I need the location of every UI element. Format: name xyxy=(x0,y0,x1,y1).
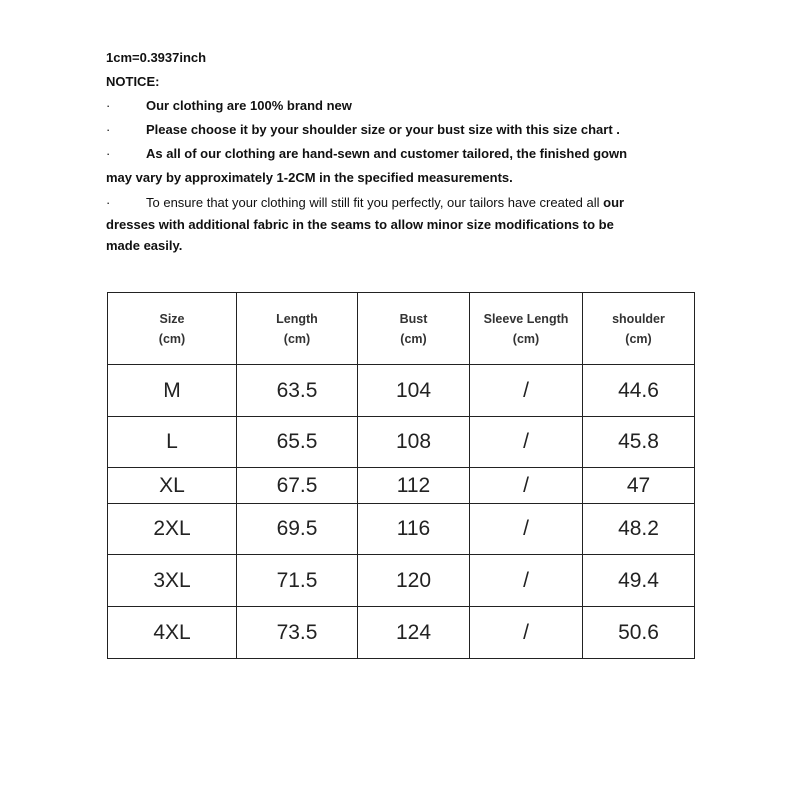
cell-sleeve-length: / xyxy=(470,555,583,607)
cell-sleeve-length: / xyxy=(470,468,583,504)
cell-sleeve-length: / xyxy=(470,365,583,417)
notice-text: Please choose it by your shoulder size or your bust size with this size chart . xyxy=(146,122,620,137)
notice-text-line: may vary by approximately 1-2CM in the specified measurements. xyxy=(106,170,513,185)
cell-size: XL xyxy=(108,468,237,504)
cell-length: 65.5 xyxy=(237,417,358,468)
cell-size: 3XL xyxy=(108,555,237,607)
cell-bust: 104 xyxy=(358,365,470,417)
bullet-dot: · xyxy=(106,122,111,137)
cell-shoulder: 48.2 xyxy=(583,504,695,555)
header-sleeve-length: Sleeve Length (cm) xyxy=(470,293,583,365)
notice-text-line: made easily. xyxy=(106,238,183,253)
table-row xyxy=(108,468,695,504)
notice-text-line: As all of our clothing are hand-sewn and customer tailored, the finished gown xyxy=(146,146,628,161)
cell-length: 71.5 xyxy=(237,555,358,607)
cell-bust: 112 xyxy=(358,468,470,504)
unit-conversion: 1cm=0.3937inch xyxy=(106,50,207,65)
cell-size: 4XL xyxy=(108,607,237,659)
cell-size: M xyxy=(108,365,237,417)
bullet-dot: · xyxy=(106,195,111,210)
header-size: Size (cm) xyxy=(108,293,237,365)
cell-sleeve-length: / xyxy=(470,417,583,468)
cell-shoulder: 47 xyxy=(583,468,695,504)
notice-item xyxy=(106,94,686,118)
notice-section xyxy=(106,46,686,257)
notice-heading: NOTICE: xyxy=(106,74,160,89)
table-header-row xyxy=(108,293,695,365)
cell-length: 67.5 xyxy=(237,468,358,504)
notice-text-line: dresses with additional fabric in the seams to allow minor size modifications to be xyxy=(106,216,614,232)
cell-bust: 116 xyxy=(358,504,470,555)
header-length: Length (cm) xyxy=(237,293,358,365)
notice-text-tail: our xyxy=(599,195,625,210)
cell-shoulder: 45.8 xyxy=(583,417,695,468)
notice-item xyxy=(106,118,686,142)
table-row xyxy=(108,417,695,468)
notice-text-lead: To ensure that your clothing will still fit you perfectly, our tailors have created all xyxy=(146,195,600,210)
table-row xyxy=(108,607,695,659)
table-row xyxy=(108,504,695,555)
table-row xyxy=(108,555,695,607)
notice-item xyxy=(106,192,686,257)
notice-item xyxy=(106,142,686,190)
cell-shoulder: 50.6 xyxy=(583,607,695,659)
header-shoulder: shoulder (cm) xyxy=(583,293,695,365)
cell-sleeve-length: / xyxy=(470,504,583,555)
size-chart-table xyxy=(107,292,695,659)
header-bust: Bust (cm) xyxy=(358,293,470,365)
notice-text: Our clothing are 100% brand new xyxy=(146,98,352,113)
bullet-dot: · xyxy=(106,146,111,161)
cell-shoulder: 49.4 xyxy=(583,555,695,607)
cell-length: 69.5 xyxy=(237,504,358,555)
bullet-dot: · xyxy=(106,98,111,113)
cell-size: 2XL xyxy=(108,504,237,555)
cell-sleeve-length: / xyxy=(470,607,583,659)
cell-bust: 120 xyxy=(358,555,470,607)
cell-length: 63.5 xyxy=(237,365,358,417)
cell-length: 73.5 xyxy=(237,607,358,659)
cell-bust: 108 xyxy=(358,417,470,468)
cell-bust: 124 xyxy=(358,607,470,659)
cell-shoulder: 44.6 xyxy=(583,365,695,417)
table-row xyxy=(108,365,695,417)
cell-size: L xyxy=(108,417,237,468)
